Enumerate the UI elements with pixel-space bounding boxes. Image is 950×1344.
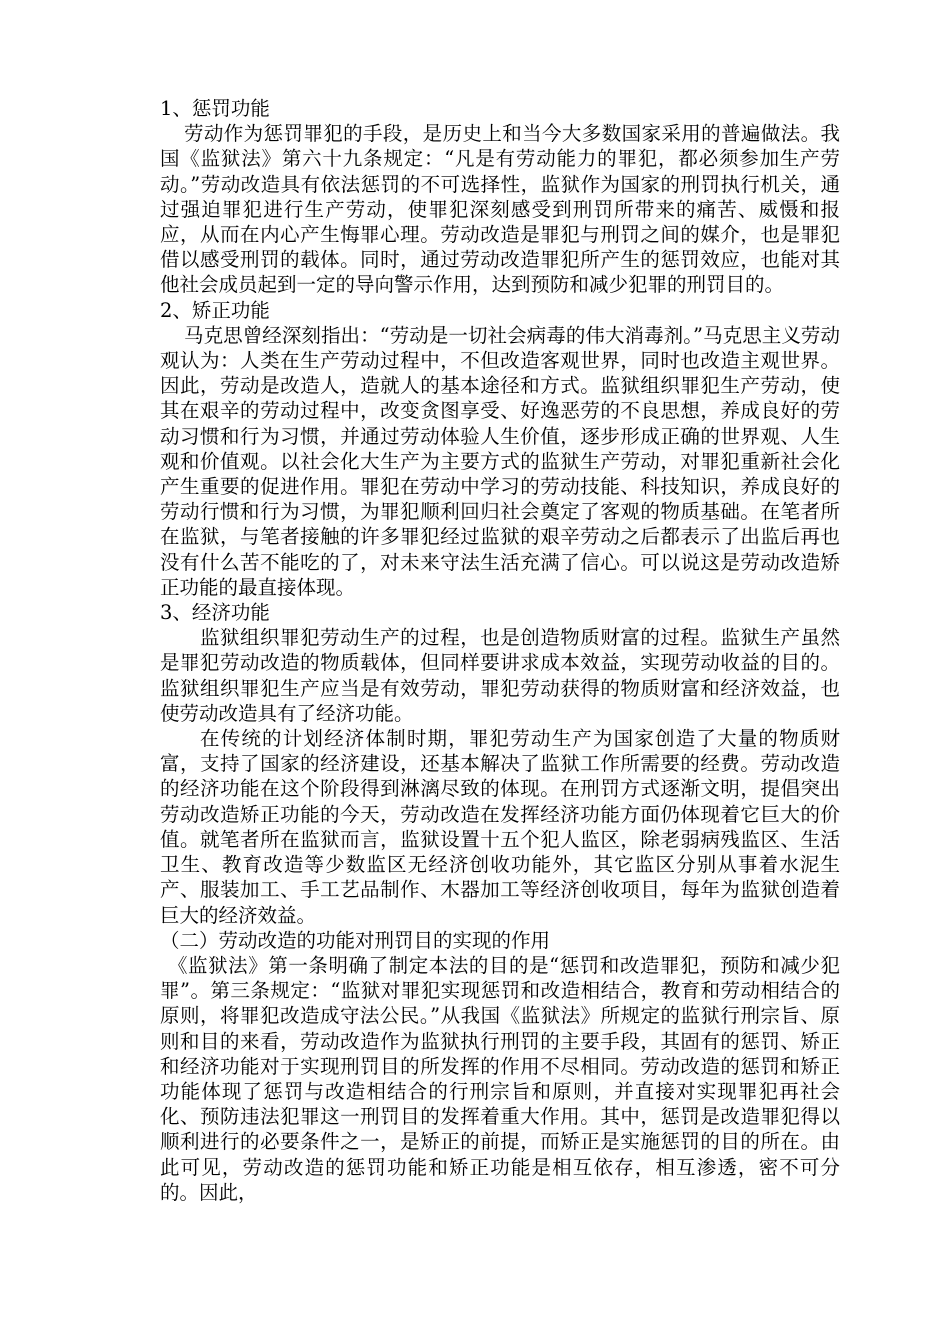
paragraph-economic-2: 在传统的计划经济体制时期，罪犯劳动生产为国家创造了大量的物质财富，支持了国家的经济建设，还基本解决了监狱工作所需要的经费。劳动改造的经济功能在这个阶段得到淋漓尽致的体现。在刑罚方式逐渐文明，提倡突出劳动改造矫正功能的今天，劳动改造在发挥经济功能方面仍体现着它巨大的价值。就笔者所在监狱而言，监狱设置十五个犯人监区，除老弱病残监区、生活卫生、教育改造等少数监区无经济创收功能外，其它监区分别从事着水泥生产、服装加工、手工艺品制作、木器加工等经济创收项目，每年为监狱创造着巨大的经济效益。 [160,727,840,927]
paragraph-punishment: 劳动作为惩罚罪犯的手段，是历史上和当今大多数国家采用的普遍做法。我国《监狱法》第六十九条规定：“凡是有劳动能力的罪犯，都必须参加生产劳动。”劳动改造具有依法惩罚的不可选择性，监狱作为国家的刑罚执行机关，通过强迫罪犯进行生产劳动，使罪犯深刻感受到刑罚所带来的痛苦、威慑和报应，从而在内心产生悔罪心理。劳动改造是罪犯与刑罚之间的媒介，也是罪犯借以感受刑罚的载体。同时，通过劳动改造罪犯所产生的惩罚效应，也能对其他社会成员起到一定的导向警示作用，达到预防和减少犯罪的刑罚目的。 [160,122,840,297]
section-heading-economic: 3、经济功能 [160,601,270,625]
section-heading-function-effect: （二）劳动改造的功能对刑罚目的实现的作用 [160,928,551,952]
section-heading-correction: 2、矫正功能 [160,298,270,322]
paragraph-function-effect: 《监狱法》第一条明确了制定本法的目的是“惩罚和改造罪犯，预防和减少犯罪”。第三条规定：“监狱对罪犯实现惩罚和改造相结合，教育和劳动相结合的原则，将罪犯改造成守法公民。”从我国《监狱法》所规定的监狱行刑宗旨、原则和目的来看，劳动改造作为监狱执行刑罚的主要手段，其固有的惩罚、矫正和经济功能对于实现刑罚目的所发挥的作用不尽相同。劳动改造的惩罚和矫正功能体现了惩罚与改造相结合的行刑宗旨和原则，并直接对实现罪犯再社会化、预防违法犯罪这一刑罚目的发挥着重大作用。其中，惩罚是改造罪犯得以顺利进行的必要条件之一，是矫正的前提，而矫正是实施惩罚的目的所在。由此可见，劳动改造的惩罚功能和矫正功能是相互依存，相互渗透，密不可分的。因此， [160,953,840,1204]
section-heading-punishment: 1、惩罚功能 [160,97,270,120]
paragraph-economic-1: 监狱组织罪犯劳动生产的过程，也是创造物质财富的过程。监狱生产虽然是罪犯劳动改造的物质载体，但同样要讲求成本效益，实现劳动收益的目的。监狱组织罪犯生产应当是有效劳动，罪犯劳动获得的物质财富和经济效益，也使劳动改造具有了经济功能。 [160,626,840,725]
document-body [160,96,840,1205]
paragraph-correction: 马克思曾经深刻指出：“劳动是一切社会病毒的伟大消毒剂。”马克思主义劳动观认为：人类在生产劳动过程中，不但改造客观世界，同时也改造主观世界。因此，劳动是改造人，造就人的基本途径和方式。监狱组织罪犯生产劳动，使其在艰辛的劳动过程中，改变贪图享受、好逸恶劳的不良思想，养成良好的劳动习惯和行为习惯，并通过劳动体验人生价值，逐步形成正确的世界观、人生观和价值观。以社会化大生产为主要方式的监狱生产劳动，对罪犯重新社会化产生重要的促进作用。罪犯在劳动中学习的劳动技能、科技知识，养成良好的劳动行惯和行为习惯，为罪犯顺利回归社会奠定了客观的物质基础。在笔者所在监狱，与笔者接触的许多罪犯经过监狱的艰辛劳动之后都表示了出监后再也没有什么苦不能吃的了，对未来守法生活充满了信心。可以说这是劳动改造矫正功能的最直接体现。 [160,323,840,599]
